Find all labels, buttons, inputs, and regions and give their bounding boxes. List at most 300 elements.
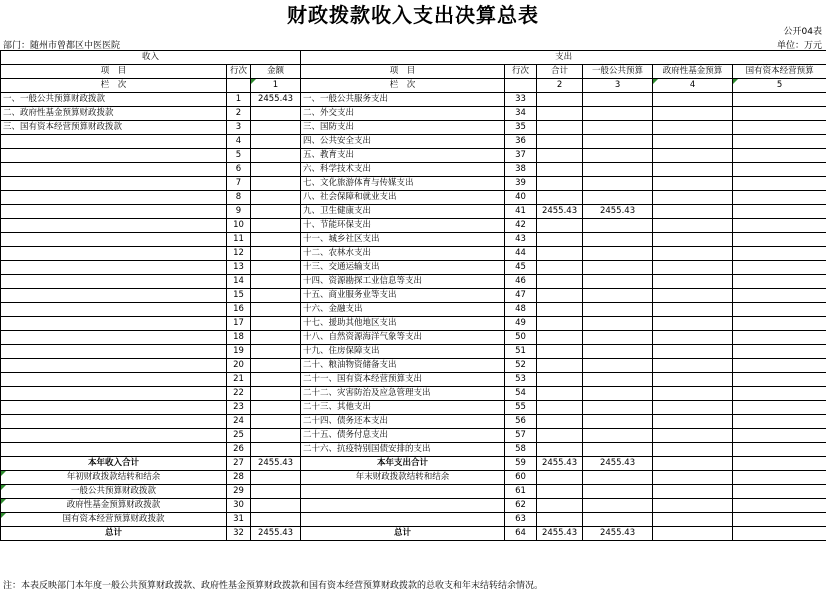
expense-row-no: 53 <box>505 373 537 387</box>
income-amount <box>251 443 301 457</box>
expense-total <box>537 177 583 191</box>
expense-total <box>537 345 583 359</box>
year-expense-state-capital <box>733 457 826 471</box>
carryover-expense-item <box>301 485 505 499</box>
income-row-no: 21 <box>227 373 251 387</box>
expense-row-no: 36 <box>505 135 537 149</box>
income-row-no: 1 <box>227 93 251 107</box>
expense-state-capital <box>733 247 826 261</box>
expense-row-no: 42 <box>505 219 537 233</box>
income-row-no: 12 <box>227 247 251 261</box>
expense-total <box>537 373 583 387</box>
department-label: 部门：随州市曾都区中医医院 <box>3 41 121 51</box>
income-amount <box>251 275 301 289</box>
income-row-no: 8 <box>227 191 251 205</box>
income-item <box>1 177 227 191</box>
income-amount <box>251 261 301 275</box>
expense-total <box>537 443 583 457</box>
income-row-no: 15 <box>227 289 251 303</box>
year-total-row <box>1 457 826 471</box>
table-row <box>1 107 826 121</box>
income-column-index-label: 栏 次 <box>1 79 227 93</box>
carryover-state-capital <box>733 513 826 527</box>
expense-gov-fund <box>653 191 733 205</box>
expense-state-capital <box>733 345 826 359</box>
income-row-no: 9 <box>227 205 251 219</box>
carryover-expense-item <box>301 513 505 527</box>
expense-state-capital <box>733 205 826 219</box>
expense-state-capital <box>733 149 826 163</box>
page-title: 财政拨款收入支出决算总表 <box>287 3 539 27</box>
expense-total: 2455.43 <box>537 205 583 219</box>
income-item <box>1 415 227 429</box>
carryover-total <box>537 485 583 499</box>
carryover-state-capital <box>733 485 826 499</box>
expense-state-capital <box>733 373 826 387</box>
income-row-no: 14 <box>227 275 251 289</box>
expense-row-no: 37 <box>505 149 537 163</box>
expense-gov-fund <box>653 401 733 415</box>
expense-state-capital <box>733 107 826 121</box>
income-item <box>1 303 227 317</box>
carryover-state-capital <box>733 471 826 485</box>
expense-row-no: 38 <box>505 163 537 177</box>
grand-total-expense-row-no: 64 <box>505 527 537 541</box>
carryover-gov-fund <box>653 471 733 485</box>
carryover-income-item: 国有资本经营预算财政拨款 <box>1 513 227 527</box>
expense-general-budget <box>583 345 653 359</box>
expense-gov-fund <box>653 233 733 247</box>
expense-total <box>537 163 583 177</box>
expense-gov-fund <box>653 177 733 191</box>
grand-total-income-row-no: 32 <box>227 527 251 541</box>
expense-general-budget <box>583 429 653 443</box>
expense-item: 二十四、债务还本支出 <box>301 415 505 429</box>
expense-item: 九、卫生健康支出 <box>301 205 505 219</box>
expense-item: 十六、金融支出 <box>301 303 505 317</box>
income-amount <box>251 247 301 261</box>
income-item <box>1 191 227 205</box>
expense-total <box>537 331 583 345</box>
expense-general-budget <box>583 177 653 191</box>
income-item <box>1 289 227 303</box>
income-item: 一、一般公共预算财政拨款 <box>1 93 227 107</box>
carryover-gov-fund <box>653 513 733 527</box>
table-row <box>1 93 826 107</box>
expense-general-budget <box>583 275 653 289</box>
carryover-income-row-no: 29 <box>227 485 251 499</box>
expense-general-budget <box>583 373 653 387</box>
expense-general-budget <box>583 191 653 205</box>
expense-state-capital <box>733 289 826 303</box>
year-income-total-amount: 2455.43 <box>251 457 301 471</box>
expense-row-no: 44 <box>505 247 537 261</box>
carryover-row <box>1 513 826 527</box>
carryover-income-amount <box>251 485 301 499</box>
carryover-expense-item: 年末财政拨款结转和结余 <box>301 471 505 485</box>
expense-state-capital <box>733 303 826 317</box>
expense-gov-fund <box>653 275 733 289</box>
expense-gov-fund <box>653 219 733 233</box>
table-row <box>1 345 826 359</box>
income-row-no: 7 <box>227 177 251 191</box>
income-row-no: 2 <box>227 107 251 121</box>
expense-state-capital <box>733 401 826 415</box>
income-amount <box>251 121 301 135</box>
income-item <box>1 345 227 359</box>
carryover-state-capital <box>733 499 826 513</box>
year-expense-general-budget: 2455.43 <box>583 457 653 471</box>
income-item <box>1 205 227 219</box>
table-code: 公开04表 <box>783 27 822 37</box>
expense-row-no: 39 <box>505 177 537 191</box>
year-income-total-label: 本年收入合计 <box>1 457 227 471</box>
table-row <box>1 317 826 331</box>
expense-general-budget <box>583 303 653 317</box>
expense-general-budget <box>583 121 653 135</box>
expense-state-capital <box>733 177 826 191</box>
expense-row-no-header: 行次 <box>505 65 537 79</box>
grand-total-gov-fund <box>653 527 733 541</box>
expense-gov-fund <box>653 247 733 261</box>
carryover-total <box>537 513 583 527</box>
carryover-general-budget <box>583 499 653 513</box>
expense-row-no: 40 <box>505 191 537 205</box>
column-index-row <box>1 79 826 93</box>
carryover-income-item: 年初财政拨款结转和结余 <box>1 471 227 485</box>
expense-general-budget <box>583 93 653 107</box>
table-row <box>1 429 826 443</box>
budget-table <box>0 50 826 541</box>
carryover-expense-row-no: 61 <box>505 485 537 499</box>
income-amount <box>251 373 301 387</box>
table-row <box>1 149 826 163</box>
grand-total-expense-label: 总计 <box>301 527 505 541</box>
carryover-income-row-no: 30 <box>227 499 251 513</box>
income-row-no: 26 <box>227 443 251 457</box>
expense-item: 二十二、灾害防治及应急管理支出 <box>301 387 505 401</box>
expense-general-budget <box>583 135 653 149</box>
year-expense-total-label: 本年支出合计 <box>301 457 505 471</box>
expense-row-no: 51 <box>505 345 537 359</box>
expense-total <box>537 359 583 373</box>
year-expense-total: 2455.43 <box>537 457 583 471</box>
expense-state-capital <box>733 331 826 345</box>
table-row <box>1 163 826 177</box>
expense-state-capital <box>733 121 826 135</box>
table-row <box>1 359 826 373</box>
expense-item: 二十一、国有资本经营预算支出 <box>301 373 505 387</box>
expense-state-capital <box>733 387 826 401</box>
column-index-2: 2 <box>537 79 583 93</box>
expense-gov-fund <box>653 345 733 359</box>
table-row <box>1 135 826 149</box>
expense-state-capital <box>733 233 826 247</box>
expense-gov-fund <box>653 373 733 387</box>
expense-gov-fund <box>653 415 733 429</box>
expense-gov-fund <box>653 303 733 317</box>
expense-state-capital <box>733 191 826 205</box>
expense-gov-fund <box>653 317 733 331</box>
income-amount <box>251 135 301 149</box>
column-header-row <box>1 65 826 79</box>
expense-item: 二十五、债务付息支出 <box>301 429 505 443</box>
expense-gov-fund <box>653 289 733 303</box>
table-row <box>1 275 826 289</box>
general-budget-header: 一般公共预算 <box>583 65 653 79</box>
expense-general-budget <box>583 289 653 303</box>
expense-item: 二十三、其他支出 <box>301 401 505 415</box>
expense-general-budget <box>583 107 653 121</box>
income-item <box>1 149 227 163</box>
expense-general-budget <box>583 331 653 345</box>
expense-gov-fund <box>653 93 733 107</box>
expense-total <box>537 191 583 205</box>
expense-gov-fund <box>653 359 733 373</box>
expense-state-capital <box>733 443 826 457</box>
blank-cell <box>227 79 251 93</box>
income-row-no: 5 <box>227 149 251 163</box>
expense-row-no: 58 <box>505 443 537 457</box>
expense-item-header: 项 目 <box>301 65 505 79</box>
expense-item: 二十、粮油物资储备支出 <box>301 359 505 373</box>
carryover-expense-row-no: 60 <box>505 471 537 485</box>
carryover-expense-row-no: 63 <box>505 513 537 527</box>
income-item <box>1 401 227 415</box>
expense-general-budget <box>583 317 653 331</box>
expense-total <box>537 303 583 317</box>
carryover-income-amount <box>251 499 301 513</box>
income-amount <box>251 331 301 345</box>
carryover-expense-row-no: 62 <box>505 499 537 513</box>
expense-row-no: 35 <box>505 121 537 135</box>
expense-gov-fund <box>653 443 733 457</box>
expense-row-no: 47 <box>505 289 537 303</box>
carryover-income-row-no: 31 <box>227 513 251 527</box>
expense-row-no: 41 <box>505 205 537 219</box>
expense-column-index-label: 栏 次 <box>301 79 505 93</box>
expense-item: 四、公共安全支出 <box>301 135 505 149</box>
income-amount <box>251 359 301 373</box>
carryover-gov-fund <box>653 485 733 499</box>
income-amount: 2455.43 <box>251 93 301 107</box>
expense-gov-fund <box>653 261 733 275</box>
expense-item: 五、教育支出 <box>301 149 505 163</box>
income-item <box>1 275 227 289</box>
expense-state-capital <box>733 261 826 275</box>
income-item: 三、国有资本经营预算财政拨款 <box>1 121 227 135</box>
carryover-row <box>1 499 826 513</box>
expense-item: 十二、农林水支出 <box>301 247 505 261</box>
income-amount <box>251 219 301 233</box>
expense-item: 十三、交通运输支出 <box>301 261 505 275</box>
table-row <box>1 443 826 457</box>
expense-state-capital <box>733 93 826 107</box>
table-row <box>1 331 826 345</box>
expense-gov-fund <box>653 121 733 135</box>
expense-general-budget: 2455.43 <box>583 205 653 219</box>
carryover-general-budget <box>583 513 653 527</box>
table-row <box>1 373 826 387</box>
expense-item: 十四、资源勘探工业信息等支出 <box>301 275 505 289</box>
expense-section-header: 支出 <box>301 51 826 65</box>
expense-gov-fund <box>653 135 733 149</box>
expense-state-capital <box>733 275 826 289</box>
income-item <box>1 373 227 387</box>
expense-row-no: 52 <box>505 359 537 373</box>
table-row <box>1 233 826 247</box>
expense-state-capital <box>733 415 826 429</box>
expense-general-budget <box>583 359 653 373</box>
expense-row-no: 33 <box>505 93 537 107</box>
expense-row-no: 56 <box>505 415 537 429</box>
expense-row-no: 48 <box>505 303 537 317</box>
income-amount <box>251 205 301 219</box>
expense-row-no: 57 <box>505 429 537 443</box>
income-amount <box>251 149 301 163</box>
table-row <box>1 387 826 401</box>
income-item <box>1 443 227 457</box>
expense-item: 七、文化旅游体育与传媒支出 <box>301 177 505 191</box>
income-row-no: 6 <box>227 163 251 177</box>
income-amount <box>251 345 301 359</box>
state-capital-header: 国有资本经营预算 <box>733 65 826 79</box>
expense-state-capital <box>733 135 826 149</box>
expense-row-no: 49 <box>505 317 537 331</box>
expense-general-budget <box>583 247 653 261</box>
income-item: 二、政府性基金预算财政拨款 <box>1 107 227 121</box>
expense-item: 十九、住房保障支出 <box>301 345 505 359</box>
carryover-expense-item <box>301 499 505 513</box>
expense-item: 八、社会保障和就业支出 <box>301 191 505 205</box>
expense-total <box>537 219 583 233</box>
expense-general-budget <box>583 233 653 247</box>
income-row-no: 23 <box>227 401 251 415</box>
year-expense-gov-fund <box>653 457 733 471</box>
table-row <box>1 261 826 275</box>
column-index-1: 1 <box>251 79 301 93</box>
income-item <box>1 359 227 373</box>
carryover-general-budget <box>583 485 653 499</box>
income-amount <box>251 191 301 205</box>
income-amount <box>251 387 301 401</box>
income-amount <box>251 289 301 303</box>
carryover-income-item: 一般公共预算财政拨款 <box>1 485 227 499</box>
income-amount <box>251 415 301 429</box>
income-row-no-header: 行次 <box>227 65 251 79</box>
expense-total <box>537 415 583 429</box>
income-amount-header: 金额 <box>251 65 301 79</box>
income-item <box>1 163 227 177</box>
total-header: 合计 <box>537 65 583 79</box>
expense-item: 十、节能环保支出 <box>301 219 505 233</box>
income-item <box>1 261 227 275</box>
expense-general-budget <box>583 443 653 457</box>
expense-general-budget <box>583 163 653 177</box>
expense-total <box>537 261 583 275</box>
expense-item: 三、国防支出 <box>301 121 505 135</box>
expense-row-no: 45 <box>505 261 537 275</box>
expense-item: 十一、城乡社区支出 <box>301 233 505 247</box>
expense-item: 十七、援助其他地区支出 <box>301 317 505 331</box>
expense-total <box>537 121 583 135</box>
income-section-header: 收入 <box>1 51 301 65</box>
expense-general-budget <box>583 387 653 401</box>
income-row-no: 18 <box>227 331 251 345</box>
carryover-income-row-no: 28 <box>227 471 251 485</box>
income-item <box>1 233 227 247</box>
expense-gov-fund <box>653 163 733 177</box>
income-amount <box>251 429 301 443</box>
expense-item: 十五、商业服务业等支出 <box>301 289 505 303</box>
income-row-no: 3 <box>227 121 251 135</box>
table-row <box>1 415 826 429</box>
expense-row-no: 43 <box>505 233 537 247</box>
expense-general-budget <box>583 219 653 233</box>
expense-total <box>537 289 583 303</box>
expense-total <box>537 247 583 261</box>
expense-gov-fund <box>653 107 733 121</box>
table-row <box>1 177 826 191</box>
grand-total-row <box>1 527 826 541</box>
table-row <box>1 247 826 261</box>
expense-general-budget <box>583 401 653 415</box>
expense-total <box>537 149 583 163</box>
year-expense-total-row-no: 59 <box>505 457 537 471</box>
column-index-5: 5 <box>733 79 826 93</box>
expense-item: 二、外交支出 <box>301 107 505 121</box>
carryover-gov-fund <box>653 499 733 513</box>
income-row-no: 20 <box>227 359 251 373</box>
expense-state-capital <box>733 359 826 373</box>
income-row-no: 16 <box>227 303 251 317</box>
expense-general-budget <box>583 261 653 275</box>
income-amount <box>251 177 301 191</box>
expense-row-no: 55 <box>505 401 537 415</box>
table-row <box>1 303 826 317</box>
expense-gov-fund <box>653 205 733 219</box>
unit-label: 单位：万元 <box>776 41 822 51</box>
carryover-row <box>1 485 826 499</box>
expense-item: 二十六、抗疫特别国债安排的支出 <box>301 443 505 457</box>
income-item <box>1 135 227 149</box>
expense-total <box>537 107 583 121</box>
income-item <box>1 219 227 233</box>
expense-row-no: 46 <box>505 275 537 289</box>
carryover-total <box>537 471 583 485</box>
expense-state-capital <box>733 317 826 331</box>
grand-total-income-amount: 2455.43 <box>251 527 301 541</box>
expense-total <box>537 401 583 415</box>
income-item <box>1 429 227 443</box>
footnote: 注：本表反映部门本年度一般公共预算财政拨款、政府性基金预算财政拨款和国有资本经营预算财政拨款的总收支和年末结转结余情况。 <box>3 581 544 591</box>
expense-item: 十八、自然资源海洋气象等支出 <box>301 331 505 345</box>
blank-cell <box>505 79 537 93</box>
income-row-no: 19 <box>227 345 251 359</box>
table-row <box>1 219 826 233</box>
income-row-no: 25 <box>227 429 251 443</box>
income-amount <box>251 401 301 415</box>
income-item <box>1 317 227 331</box>
expense-total <box>537 317 583 331</box>
income-amount <box>251 107 301 121</box>
grand-total-income-label: 总计 <box>1 527 227 541</box>
expense-gov-fund <box>653 429 733 443</box>
expense-row-no: 34 <box>505 107 537 121</box>
expense-total <box>537 387 583 401</box>
table-row <box>1 205 826 219</box>
expense-total <box>537 233 583 247</box>
